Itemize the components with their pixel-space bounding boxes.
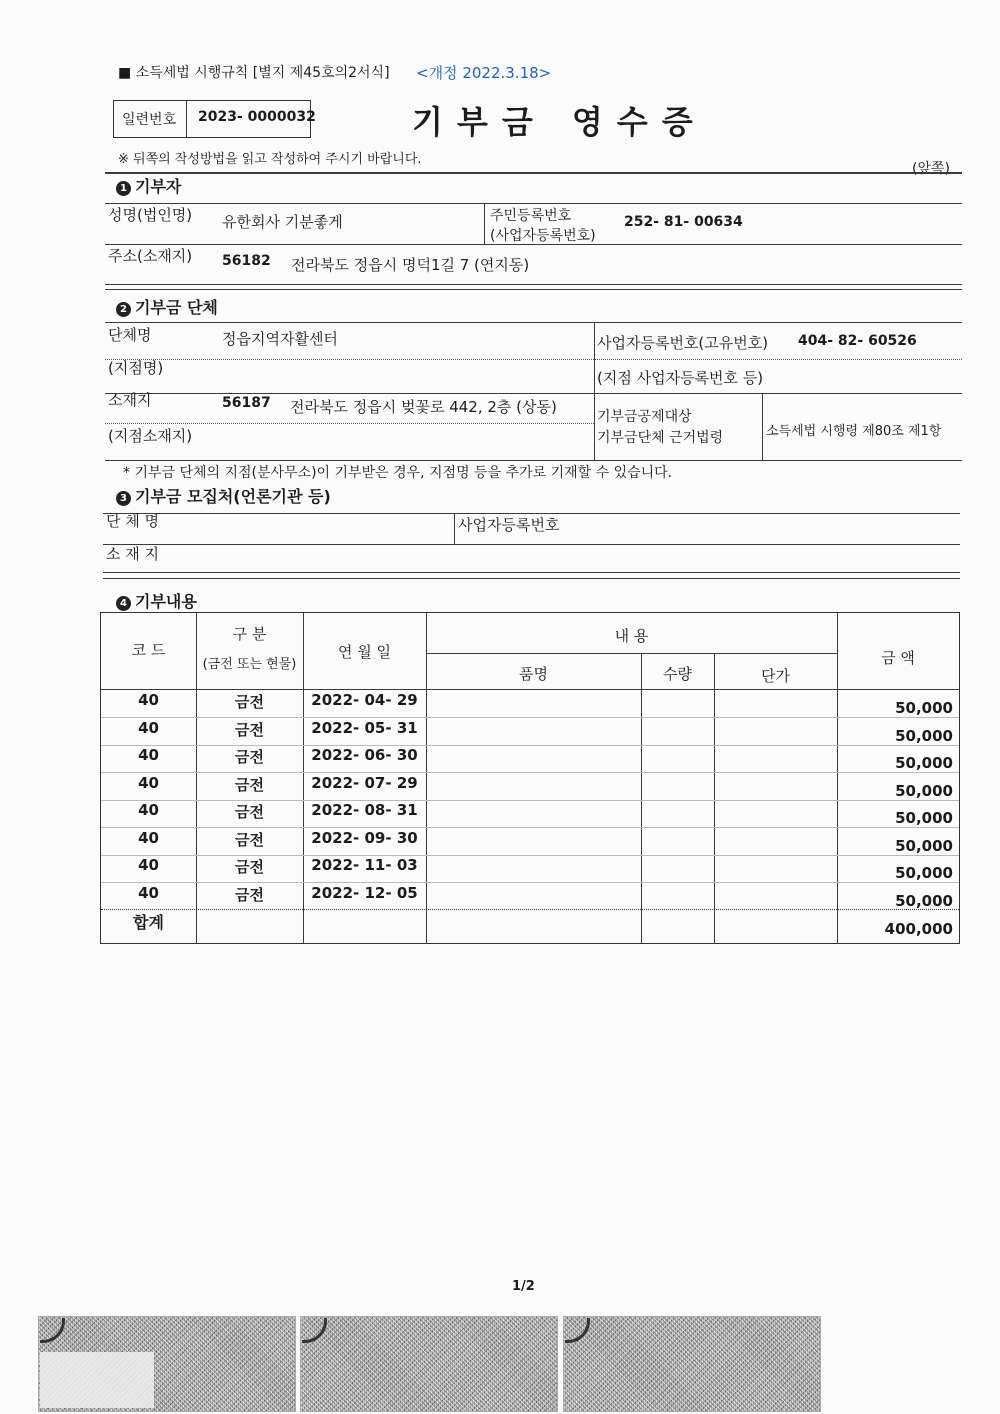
rule: [105, 322, 962, 323]
org-name-label: 단체명: [108, 326, 152, 344]
row-code: 40: [138, 883, 159, 902]
org-zip: 56187: [222, 395, 271, 411]
row-date: 2022- 08- 31: [311, 801, 418, 819]
dotted-rule: [105, 359, 962, 360]
row-line: [426, 653, 837, 654]
row-amount: 50,000: [895, 836, 953, 855]
collector-heading-text: 기부금 모집처(언론기관 등): [135, 487, 331, 506]
row-category: 금전: [235, 720, 264, 739]
row-code: 40: [138, 828, 159, 847]
row-date: 2022- 06- 30: [311, 746, 418, 764]
revision-date: <개정 2022.3.18>: [416, 64, 552, 82]
header-date: 연 월 일: [337, 643, 391, 661]
rule: [103, 544, 960, 545]
row-amount: 50,000: [895, 809, 953, 827]
collector-section-heading: [116, 484, 331, 507]
header-code: 코 드: [131, 641, 166, 659]
divider: [484, 203, 485, 244]
header-amount: 금 액: [881, 649, 915, 667]
collector-location-label: 소 재 지: [106, 545, 160, 563]
org-bizno: 404- 82- 60526: [798, 333, 917, 349]
row-code: 40: [138, 773, 159, 792]
donations-section-heading: [116, 589, 197, 612]
header-item: 품명: [519, 665, 548, 683]
page-side-label: (앞쪽): [912, 161, 950, 177]
row-category: 금전: [235, 830, 264, 849]
form-reference: ■ 소득세법 시행규칙 [별지 제45호의2서식]: [118, 65, 390, 81]
section-2-badge: 2: [116, 302, 131, 317]
donor-zip: 56182: [222, 253, 271, 269]
rule: [105, 460, 962, 461]
row-amount: 50,000: [895, 781, 953, 800]
header-qty: 수량: [663, 665, 692, 683]
donor-name-label: 성명(법인명): [108, 206, 193, 224]
donor-id-label-1: 주민등록번호: [490, 208, 572, 224]
row-code: 40: [138, 691, 159, 709]
col-line: [641, 653, 642, 943]
row-category: 금전: [235, 803, 264, 821]
row-date: 2022- 12- 05: [311, 883, 418, 902]
collector-bizno-label: 사업자등록번호: [458, 516, 560, 534]
row-amount: 50,000: [895, 699, 953, 717]
row-date: 2022- 09- 30: [311, 828, 418, 847]
row-category: 금전: [235, 693, 264, 711]
row-code: 40: [138, 718, 159, 737]
row-amount: 50,000: [895, 891, 953, 910]
row-category: 금전: [235, 748, 264, 766]
row-code: 40: [138, 746, 159, 764]
organization-section-heading: [116, 295, 218, 318]
rule: [105, 284, 962, 285]
org-branch-location-label: (지점소재지): [108, 427, 193, 445]
org-name: 정읍지역자활센터: [222, 330, 338, 348]
divider: [594, 322, 595, 460]
row-category: 금전: [235, 775, 264, 794]
serial-label: 일련번호: [122, 112, 177, 128]
security-pattern-2: [300, 1316, 558, 1412]
org-branch-bizno-label: (지점 사업자등록번호 등): [597, 369, 764, 387]
total-line: [101, 909, 959, 910]
row-category: 금전: [235, 858, 264, 876]
serial-box-divider: [186, 100, 187, 137]
row-date: 2022- 05- 31: [311, 718, 418, 737]
section-3-badge: 3: [116, 491, 131, 506]
stamp-patch: [40, 1352, 154, 1408]
org-basis-label-1: 기부금공제대상: [597, 409, 692, 425]
header-category-sub: (금전 또는 현물): [202, 657, 297, 672]
row-amount: 50,000: [895, 726, 953, 745]
donor-address: 전라북도 정읍시 명덕1길 7 (연지동): [291, 256, 530, 274]
rule: [105, 393, 962, 394]
rule: [103, 572, 960, 573]
donor-address-label: 주소(소재지): [108, 247, 193, 265]
page-title: 기부금 영수증: [412, 103, 707, 141]
page-number: 1/2: [512, 1279, 535, 1294]
top-rule: [105, 172, 962, 174]
header-content: 내 용: [614, 627, 649, 645]
org-address: 전라북도 정읍시 벚꽃로 442, 2층 (상동): [290, 398, 557, 416]
donations-heading-text: 기부내용: [135, 592, 197, 611]
donor-id-value: 252- 81- 00634: [624, 214, 743, 230]
rule: [105, 203, 962, 204]
total-label: 합계: [133, 913, 164, 932]
row-code: 40: [138, 856, 159, 874]
org-bizno-label: 사업자등록번호(고유번호): [597, 334, 769, 352]
header-unit-price: 단가: [761, 667, 790, 685]
section-4-badge: 4: [116, 596, 131, 611]
org-basis-value: 소득세법 시행령 제80조 제1항: [766, 424, 942, 439]
donor-heading-text: 기부자: [135, 177, 182, 196]
organization-heading-text: 기부금 단체: [135, 298, 218, 317]
instruction-note: ※ 뒤쪽의 작성방법을 읽고 작성하여 주시기 바랍니다.: [118, 152, 422, 167]
rule: [105, 244, 962, 245]
header-bottom-line: [101, 689, 959, 690]
row-date: 2022- 11- 03: [311, 856, 418, 874]
org-basis-label-2: 기부금단체 근거법령: [597, 430, 724, 446]
org-location-label: 소재지: [108, 391, 152, 409]
donation-table: [100, 612, 960, 944]
row-code: 40: [138, 801, 159, 819]
dotted-rule: [105, 423, 594, 424]
divider: [454, 513, 455, 544]
header-category: 구 분: [232, 625, 267, 643]
rule: [103, 578, 960, 579]
row-date: 2022- 07- 29: [311, 773, 418, 792]
row-category: 금전: [235, 885, 264, 904]
org-branch-label: (지점명): [108, 359, 164, 377]
rule: [105, 289, 962, 290]
col-line: [714, 653, 715, 943]
section-1-badge: 1: [116, 181, 131, 196]
donor-section-heading: [116, 174, 181, 197]
row-date: 2022- 04- 29: [311, 691, 418, 709]
donor-name: 유한회사 기분좋게: [222, 213, 343, 231]
donor-id-label-2: (사업자등록번호): [490, 228, 596, 244]
divider: [762, 393, 763, 460]
security-pattern-3: [563, 1316, 821, 1412]
serial-value: 2023- 0000032: [198, 109, 316, 125]
collector-name-label: 단 체 명: [106, 512, 160, 530]
row-amount: 50,000: [895, 754, 953, 772]
org-branch-note: * 기부금 단체의 지점(분사무소)이 기부받은 경우, 지점명 등을 추가로 기재할 수 있습니다.: [123, 465, 673, 481]
total-amount: 400,000: [884, 920, 953, 938]
row-amount: 50,000: [895, 864, 953, 882]
